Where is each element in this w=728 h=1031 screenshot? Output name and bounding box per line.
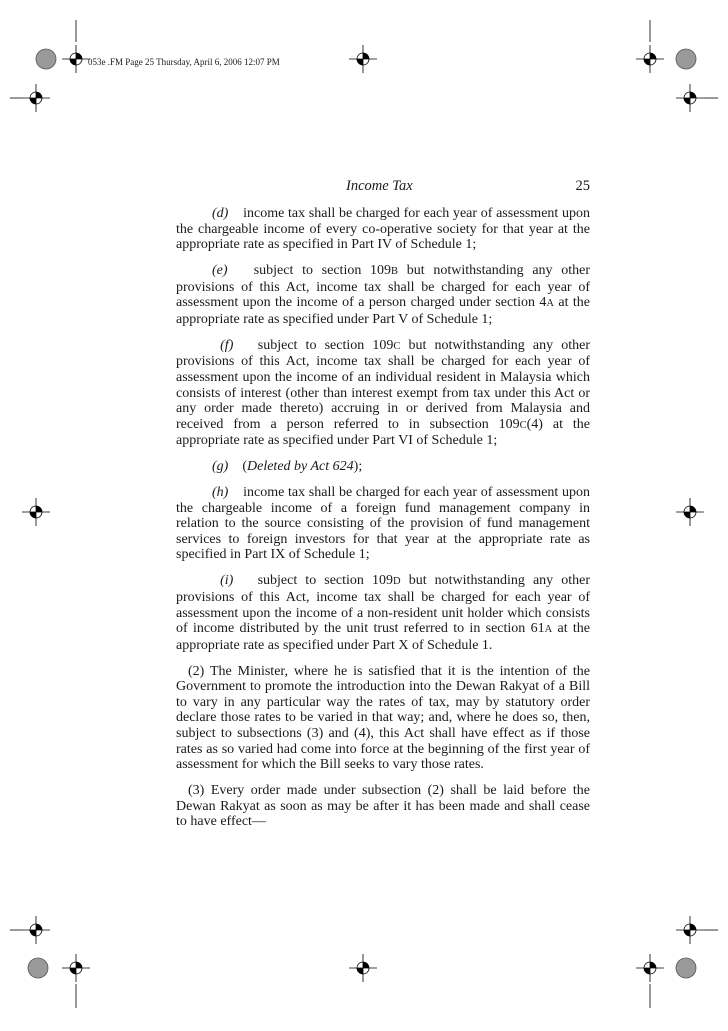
paragraph-text: income tax shall be charged for each year of assessment upon the chargeable income of every co-operative society for that year at the appropriate rate as specified in Part IV of Schedule 1; (176, 206, 590, 253)
paragraph-g (176, 459, 590, 475)
paragraph-text: but notwithstanding any other provisions of this Act, income tax shall be charged for each year of assessment upon the income of a non-resident unit holder which consists of income distributed by the unit trust referred to in section 61 (176, 573, 591, 637)
item-label: (h) (212, 485, 229, 501)
paragraph-text: (3) Every order made under subsection (2) shall be laid before the Dewan Rakyat as soon as may be after it has been made and shall cease to have effect— (176, 783, 590, 830)
paragraph-text: (2) The Minister, where he is satisfied that it is the intention of the Government to promote the introduction into the Dewan Rakyat of a Bill to vary in any particular way the rates of tax, may by statutory order declare those rates to be varied in that way; and, where he does so, then, subject to subsections (3) and (4), this Act shall have effect as if those rates as so varied had come into force at the beginning of the first year of assessment for which the Bill seeks to vary those rates. (176, 663, 590, 773)
paragraph-text: income tax shall be charged for each year of assessment upon the chargeable income of a foreign fund management company in relation to the source consisting of the provision of fund management services to foreign investors for that year at the appropriate rate as specified in Part IX of Schedule 1; (176, 485, 590, 563)
paragraph-i (176, 573, 590, 653)
section-suffix: A (544, 624, 553, 636)
section-suffix: A (546, 298, 554, 310)
item-label: (e) (212, 263, 228, 279)
section-suffix: D (393, 576, 401, 588)
page-number: 25 (575, 178, 590, 194)
section-suffix: C (519, 419, 527, 431)
running-head (176, 178, 590, 198)
paragraph-e (176, 263, 590, 327)
item-label: (f) (220, 337, 234, 353)
paragraph-h (176, 485, 590, 563)
deletion-note: Deleted by Act 624 (247, 459, 354, 475)
subsection-3 (176, 783, 590, 830)
paragraph-text: at the appropriate rate as specified under Part X of Schedule 1. (176, 621, 591, 653)
paragraph-f (176, 338, 590, 449)
item-label: (i) (220, 573, 234, 589)
paragraph-text: subject to section 109 (257, 337, 394, 353)
paragraph-text: (4) at the appropriate rate as specified under Part VI of Schedule 1; (176, 416, 590, 449)
paragraph-d (176, 206, 590, 253)
paragraph-text: subject to section 109 (257, 573, 394, 589)
paragraph-text: but notwithstanding any other provisions of this Act, income tax shall be charged for each year of assessment upon the income of an individual resident in Malaysia which consists of interest (other than interest exempt from tax under this Act or any order made thereto) accruing in or derived from Malaysia and received from a person referred to in subsection 109 (176, 337, 591, 432)
item-label: (d) (212, 206, 229, 221)
paragraph-text: ); (353, 459, 363, 475)
section-suffix: B (391, 266, 399, 278)
paragraph-text: at the appropriate rate as specified under Part V of Schedule 1; (176, 295, 590, 327)
item-label: (g) (212, 459, 229, 475)
body-text (176, 206, 590, 840)
paragraph-text: but notwithstanding any other provisions of this Act, income tax shall be charged for each year of assessment upon the income of a person charged under section 4 (176, 263, 591, 311)
subsection-2 (176, 664, 590, 773)
paragraph-text: subject to section 109 (253, 263, 392, 279)
paragraph-text: ( (242, 459, 247, 475)
section-suffix: C (393, 340, 401, 352)
print-slug: 053e .FM Page 25 Thursday, April 6, 2006 12:07 PM (88, 57, 280, 67)
running-title: Income Tax (346, 178, 413, 194)
